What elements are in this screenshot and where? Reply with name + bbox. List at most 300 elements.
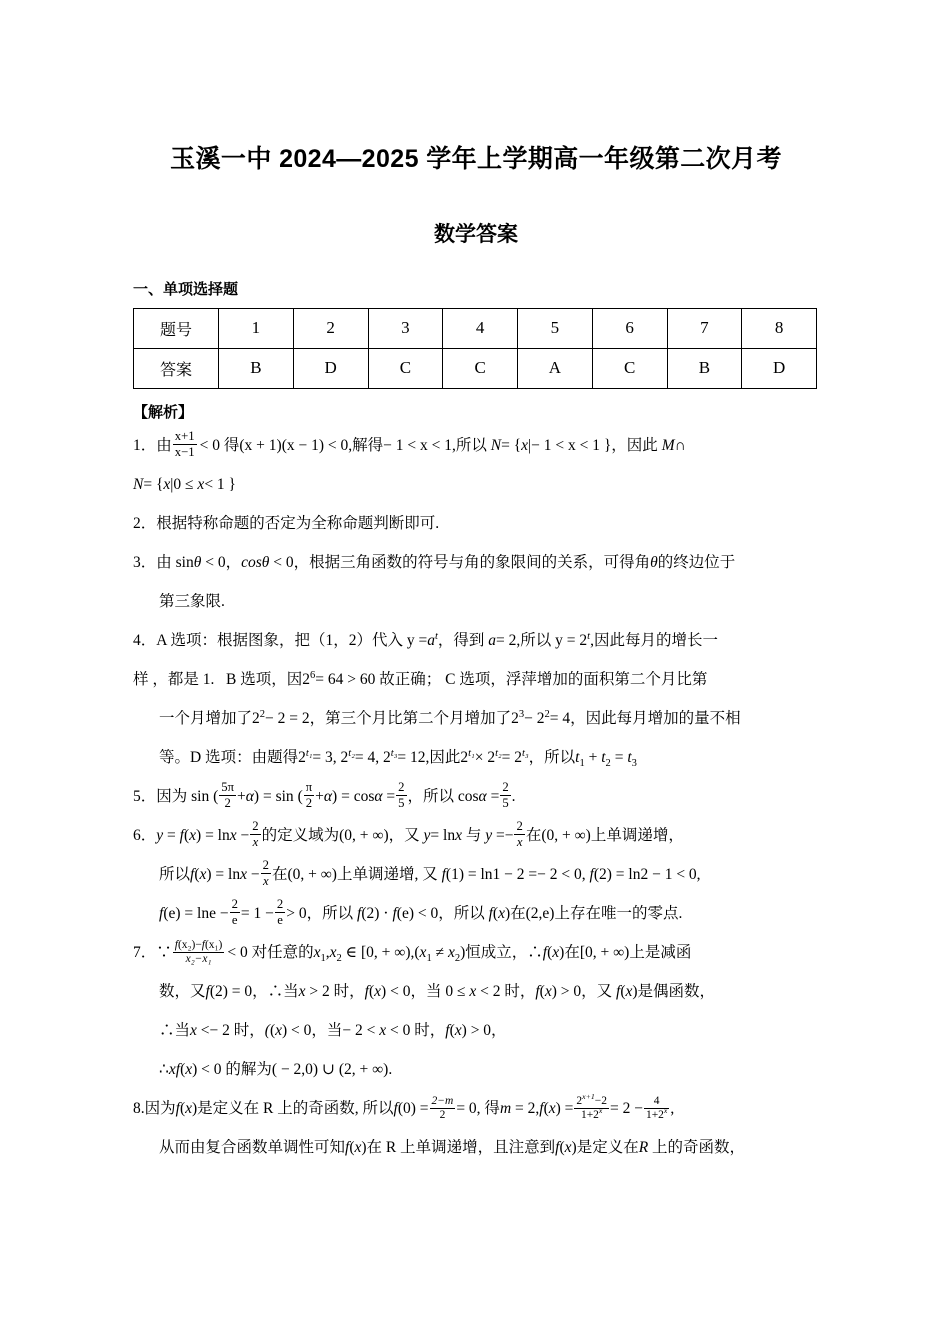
subscript: 2 [336, 952, 342, 964]
exponent: t₃ [390, 747, 398, 759]
text: ( [543, 1099, 549, 1117]
text: = 0, 得 [456, 1099, 500, 1117]
question-number-cell: 8 [742, 308, 817, 348]
text: ( [559, 1138, 565, 1156]
math-func: f [179, 826, 184, 844]
numerator: 2 [398, 780, 405, 795]
text: , [670, 1099, 675, 1117]
text: 6． [133, 826, 157, 844]
math-var: x [419, 943, 427, 961]
solution-8-line-1 [133, 1089, 819, 1128]
solution-7-line-3 [133, 1011, 819, 1050]
denominator [644, 1108, 669, 1122]
question-number-cell: 6 [592, 308, 667, 348]
exponent: t₁ [468, 747, 475, 759]
exponent: x+1 [582, 1092, 595, 1102]
text: 3．由 sin [133, 553, 194, 571]
text: |0 ≤ [170, 475, 194, 493]
section-heading-multiple-choice: 一、单项选择题 [133, 280, 239, 298]
text: 5．因为 sin [133, 787, 210, 805]
text: + [315, 787, 324, 805]
exponent: t₃ [522, 747, 529, 759]
math-func: f [159, 904, 164, 922]
text: < 0，根据三角函数的符号与角的象限间的关系，可得角 [273, 553, 651, 571]
text: (1) = ln1 − 2 =− 2 < 0, [445, 865, 586, 883]
math-var: x [298, 982, 306, 1000]
math-var: x [313, 943, 321, 961]
text: < 0， [205, 553, 242, 571]
answer-cell: B [219, 348, 294, 388]
math-var: x [189, 826, 197, 844]
text: |− 1 < x < 1 }，因此 [528, 436, 658, 454]
row-label-question-number: 题号 [134, 308, 219, 348]
text: < 0 时， [390, 1021, 446, 1039]
text: ( [194, 865, 200, 883]
question-number-cell: 4 [443, 308, 518, 348]
answer-cell: C [368, 348, 443, 388]
text: = 2 − [609, 1099, 643, 1117]
text: 所以 [159, 865, 191, 883]
solution-4-line-4 [133, 738, 819, 777]
text: ( [449, 1021, 455, 1039]
text: + [237, 787, 246, 805]
text: (x₂) [177, 939, 196, 952]
subscript: 3 [631, 757, 637, 769]
math-var: α [245, 787, 254, 805]
math-var: x [240, 865, 247, 883]
text: < 1 } [204, 475, 236, 493]
text: × 2 [474, 748, 496, 766]
math-var: y [156, 826, 164, 844]
numerator: π [305, 780, 313, 795]
math-func: f [589, 865, 594, 883]
exponent: x [663, 1106, 668, 1116]
text: 4．A 选项：根据图象，把（1，2）代入 y = [133, 631, 428, 649]
solution-6-line-1 [133, 816, 819, 855]
text: ,因此每月的增长一 [590, 631, 718, 649]
text: (x₁) [204, 939, 223, 952]
math-var: a [488, 631, 497, 649]
answer-key-table [133, 308, 817, 389]
math-func: f [441, 865, 446, 883]
math-var: θ [261, 553, 270, 571]
denominator: e [275, 912, 285, 927]
solution-3-line-2: 第三象限. [159, 592, 225, 610]
fraction [500, 780, 510, 809]
text: ，所以 [528, 748, 576, 766]
math-func: f [364, 982, 369, 1000]
document-content [133, 0, 819, 1167]
text: ∈ [0, + ∞),( [345, 943, 420, 961]
math-var: t [627, 748, 632, 766]
numerator: 4 [653, 1095, 660, 1108]
text: 一个月增加了2 [159, 709, 260, 727]
math-func: f [357, 904, 362, 922]
page-title: 玉溪一中 2024—2025 学年上学期高一年级第二次月考 [170, 145, 782, 173]
row-label-answer: 答案 [134, 348, 219, 388]
text: ) = ln [196, 826, 230, 844]
math-var: x [374, 982, 382, 1000]
numerator: x+1 [174, 429, 195, 444]
solution-7-line-2 [133, 972, 819, 1011]
text: = 1 − [240, 904, 274, 922]
text: )在[0, + ∞)上是减函 [559, 943, 692, 961]
text: 2 [576, 1095, 583, 1108]
text: < 0 对任意的 [227, 943, 314, 961]
text: 上的奇函数， [652, 1138, 746, 1156]
math-var: y [423, 826, 431, 844]
math-var: x [498, 904, 505, 922]
math-var: x [447, 943, 455, 961]
exponent: 2 [544, 708, 550, 720]
math-var: x [275, 1021, 282, 1039]
text: ) > 0， [461, 1021, 507, 1039]
analysis-heading: 【解析】 [133, 403, 194, 421]
math-func: f [555, 1138, 560, 1156]
math-func: f [616, 982, 621, 1000]
answer-cell: C [443, 348, 518, 388]
denominator: 2 [304, 795, 314, 810]
text: + [588, 748, 598, 766]
subscript: 1 [320, 952, 326, 964]
fraction [219, 780, 236, 809]
math-var: x [379, 1021, 387, 1039]
subscript: 1 [426, 952, 432, 964]
text: = [167, 826, 176, 844]
text: − [240, 826, 250, 844]
math-func: f [535, 982, 540, 1000]
math-var: x [548, 1099, 556, 1117]
math-var: x [544, 982, 552, 1000]
fraction [304, 780, 314, 809]
solution-4-line-3 [133, 699, 819, 738]
fraction [173, 939, 225, 966]
solution-7-line-1 [133, 933, 819, 972]
math-var: x [197, 475, 205, 493]
text: − [195, 939, 202, 952]
math-var: t [601, 748, 606, 766]
denominator: x [250, 834, 260, 849]
text: ) < 0，当− 2 < [282, 1021, 376, 1039]
text: . [511, 787, 516, 805]
text: 的定义域为(0, + ∞)，又 [261, 826, 420, 844]
solution-4-line-1 [133, 621, 819, 660]
solution-8-line-2 [133, 1128, 819, 1167]
text: )是定义在 [571, 1138, 639, 1156]
text: ) < 0 的解为( − 2,0) ∪ (2, + ∞). [192, 1060, 393, 1078]
text: = 3, 2 [312, 748, 349, 766]
text: ( [547, 943, 553, 961]
denominator: 5 [398, 795, 405, 810]
text: 的终边位于 [657, 553, 736, 571]
text: (2) ⋅ [361, 904, 389, 922]
denominator: x₂−x₁ [173, 952, 225, 966]
text: = [614, 748, 624, 766]
solution-4-line-2 [133, 660, 819, 699]
text: − 2 = 2，第三个月比第二个月增加了2 [265, 709, 519, 727]
denominator: x−1 [174, 444, 195, 459]
page-subtitle: 数学答案 [434, 222, 518, 246]
math-var: y [485, 826, 493, 844]
text: B 选项，因2 [226, 670, 310, 688]
text: > 2 时， [309, 982, 365, 1000]
text: )恒成立，∴ [460, 943, 543, 961]
exponent: t₂ [348, 747, 355, 759]
exponent: t [434, 630, 438, 642]
text: = sin [262, 787, 294, 805]
text: 1+2 [645, 1109, 664, 1121]
numerator: 5π [221, 780, 235, 795]
math-var: x [455, 826, 462, 844]
denominator: e [230, 912, 240, 927]
math-var: R [638, 1138, 649, 1156]
denominator: x [261, 873, 271, 888]
text: , [325, 943, 330, 961]
text: ( [213, 787, 219, 805]
exponent: t [587, 630, 591, 642]
text: )是偶函数， [632, 982, 716, 1000]
question-number-cell: 7 [667, 308, 742, 348]
math-func: cos [241, 553, 262, 571]
text: = { [143, 475, 164, 493]
text: ) < 0，当 0 ≤ [381, 982, 466, 1000]
math-func: ( [264, 1021, 270, 1039]
text: ，得到 [437, 631, 485, 649]
text: )是定义在 R 上的奇函数, 所以 [192, 1099, 394, 1117]
math-var: θ [650, 553, 658, 571]
math-func: f [175, 1099, 180, 1117]
answer-cell: B [667, 348, 742, 388]
fraction [250, 819, 260, 848]
denominator [574, 1108, 609, 1122]
text: −2 [594, 1095, 607, 1108]
math-var: θ [193, 553, 202, 571]
text: ≠ [435, 943, 445, 961]
text: = [386, 787, 396, 805]
text: 1．由 [133, 436, 172, 454]
text: 在(0, + ∞)上单调递增, 又 [271, 865, 438, 883]
math-func: f [345, 1138, 350, 1156]
subscript: 2 [605, 757, 611, 769]
solution-5 [133, 777, 819, 816]
subscript: 2 [454, 952, 461, 964]
math-var: x [625, 982, 633, 1000]
math-func: f [205, 982, 210, 1000]
exponent: 6 [309, 669, 316, 681]
text: < 0 得(x + 1)(x − 1) < 0,解得− 1 < x < 1,所以 [199, 436, 487, 454]
math-var: x [229, 826, 237, 844]
question-number-cell: 1 [219, 308, 294, 348]
math-func: f [392, 904, 397, 922]
text: ( [539, 982, 545, 1000]
math-var: x [190, 1021, 197, 1039]
numerator: 2 [516, 819, 523, 834]
fraction [275, 897, 285, 926]
text: ) = ln [206, 865, 241, 883]
text: ) > 0，又 [551, 982, 613, 1000]
table-row [134, 308, 817, 348]
text: < 2 时， [480, 982, 536, 1000]
text: ( [620, 982, 626, 1000]
text: = ln [430, 826, 456, 844]
text: <− 2 时， [200, 1021, 265, 1039]
math-var: a [427, 631, 435, 649]
math-var: N [133, 475, 144, 493]
text: ( [349, 1138, 355, 1156]
text: )在 R 上单调递增，且注意到 [361, 1138, 556, 1156]
answer-cell: A [518, 348, 593, 388]
solution-1-line-1 [133, 426, 819, 465]
text: 1+2 [580, 1109, 599, 1121]
text: =− [496, 826, 514, 844]
fraction [230, 897, 240, 926]
text: 等。D 选项：由题得2 [159, 748, 306, 766]
math-var: x [185, 1099, 193, 1117]
table-row [134, 348, 817, 388]
text: ∴ [159, 1060, 169, 1078]
math-func: f [539, 1099, 544, 1117]
answer-cell: C [592, 348, 667, 388]
math-func: f [393, 1099, 398, 1117]
numerator [574, 1092, 609, 1108]
text: 7．∵ [133, 943, 172, 961]
denominator: 5 [502, 795, 509, 810]
text: = 4, 2 [354, 748, 391, 766]
math-var: x [469, 982, 477, 1000]
text: > 0，所以 [286, 904, 354, 922]
question-number-cell: 3 [368, 308, 443, 348]
text: ) = [555, 1099, 574, 1117]
math-var: x [552, 943, 560, 961]
text: 样 ，都是 1. [133, 670, 215, 688]
numerator [173, 939, 225, 952]
text: 与 [465, 826, 482, 844]
math-func: f [542, 943, 548, 961]
numerator: 2 [262, 858, 269, 873]
text: ( [492, 904, 499, 922]
text: ) [332, 787, 338, 805]
text: ( [179, 1099, 186, 1117]
text: − [250, 865, 260, 883]
exponent: x [598, 1106, 603, 1116]
question-number-cell: 2 [293, 308, 368, 348]
math-func: f [201, 939, 205, 952]
text: = [490, 787, 500, 805]
math-func: f [488, 904, 493, 922]
text: ( [297, 787, 303, 805]
math-var: α [323, 787, 333, 805]
text: ( [269, 1021, 276, 1039]
subscript: 1 [579, 757, 585, 769]
math-var: m [499, 1099, 512, 1117]
math-var: α [374, 787, 383, 805]
text: (0) = [397, 1099, 429, 1117]
answer-cell: D [293, 348, 368, 388]
math-var: x [185, 1060, 193, 1078]
text: = 4，因此每月增加的量不相 [549, 709, 741, 727]
text: = 2,所以 y = 2 [496, 631, 588, 649]
solution-7-line-4 [133, 1050, 819, 1089]
math-var: x [163, 475, 171, 493]
fraction [644, 1095, 669, 1122]
math-func: f [190, 865, 195, 883]
math-var: M [661, 436, 675, 454]
math-var: x [454, 1021, 462, 1039]
text: ∴当 [159, 1021, 191, 1039]
fraction [514, 819, 524, 848]
text: ∩ [674, 436, 686, 454]
text: = 12,因此2 [397, 748, 469, 766]
fraction [430, 1095, 456, 1122]
numerator: 2−m [431, 1095, 454, 1108]
math-var: N [490, 436, 502, 454]
text: = 2, [515, 1099, 540, 1117]
math-var: x [354, 1138, 362, 1156]
solution-6-line-2 [133, 855, 819, 894]
exponent: 3 [518, 708, 525, 720]
denominator: 2 [219, 795, 236, 810]
math-expr: xf [168, 1060, 181, 1078]
text: = { [501, 436, 522, 454]
exponent: t₁ [305, 747, 313, 759]
exponent: t₂ [495, 747, 502, 759]
text: 数，又 [159, 982, 206, 1000]
answer-cell: D [742, 348, 817, 388]
math-var: x [564, 1138, 572, 1156]
text: 在(0, + ∞)上单调递增， [525, 826, 684, 844]
text: )在(2,e)上存在唯一的零点. [504, 904, 683, 922]
text: (e) = lne − [163, 904, 229, 922]
text: ( [183, 826, 190, 844]
math-func: f [174, 939, 178, 952]
math-func: f [445, 1021, 450, 1039]
text: 8.因为 [133, 1099, 176, 1117]
numerator: 2 [276, 897, 284, 912]
text: (e) < 0，所以 [396, 904, 485, 922]
numerator: 2 [231, 897, 238, 912]
math-var: x [199, 865, 207, 883]
text: ) [253, 787, 260, 805]
text: 从而由复合函数单调性可知 [159, 1138, 346, 1156]
text: = 64 > 60 故正确； [315, 670, 442, 688]
math-var: x [329, 943, 337, 961]
text: (2) = ln2 − 1 < 0, [593, 865, 701, 883]
text: = cos [341, 787, 375, 805]
denominator: 2 [430, 1108, 456, 1122]
text: ( [180, 1060, 186, 1078]
math-var: α [478, 787, 487, 805]
question-number-cell: 5 [518, 308, 593, 348]
exponent: 2 [259, 708, 266, 720]
text: ，所以 cos [407, 787, 479, 805]
math-var: t [575, 748, 580, 766]
solution-2: 2．根据特称命题的否定为全称命题判断即可. [133, 514, 440, 532]
text: ( [368, 982, 375, 1000]
solution-1-line-2 [133, 465, 819, 504]
text: C 选项，浮萍增加的面积第二个月比第 [445, 670, 708, 688]
numerator: 2 [502, 780, 509, 795]
fraction [574, 1092, 609, 1122]
fraction [173, 429, 197, 458]
text: = 2 [501, 748, 523, 766]
numerator: 2 [252, 819, 259, 834]
denominator: x [514, 834, 524, 849]
solution-6-line-3 [133, 894, 819, 933]
text: (2) = 0，∴当 [209, 982, 299, 1000]
fraction [396, 780, 406, 809]
fraction [261, 858, 271, 887]
solution-3-line-1 [133, 543, 819, 582]
